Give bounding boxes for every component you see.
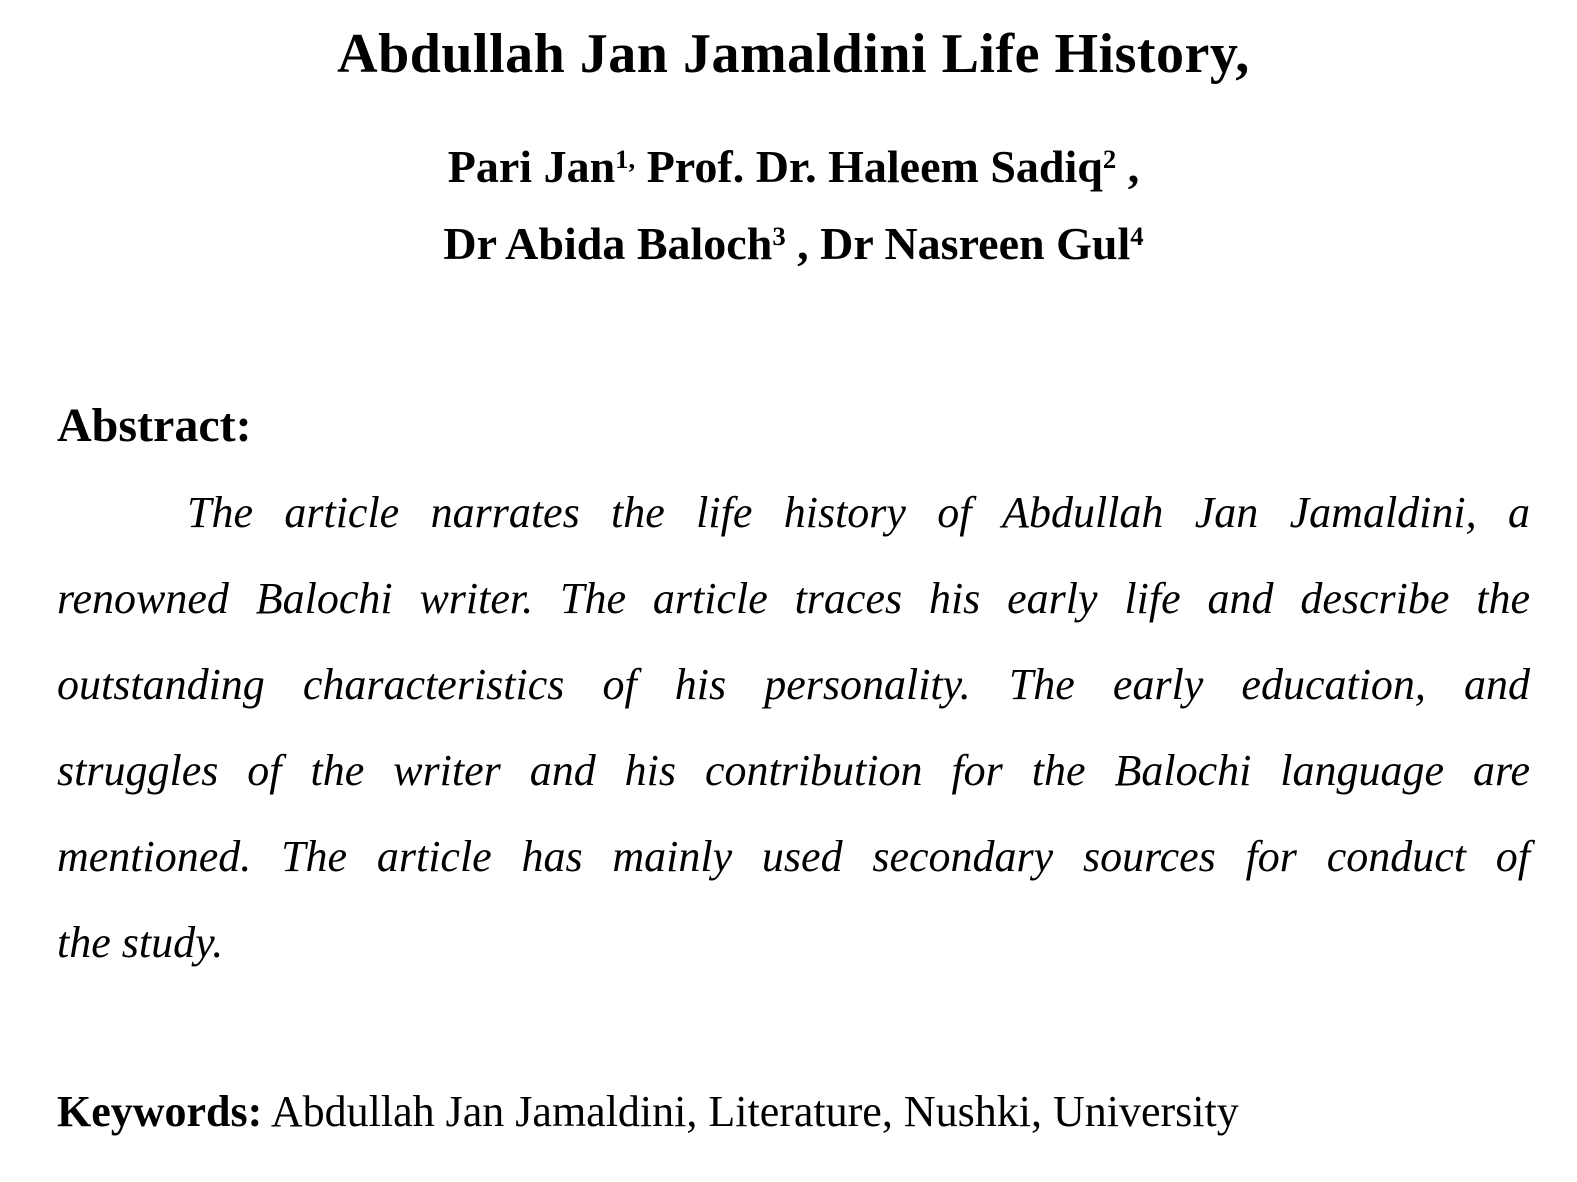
abstract-line: mentioned. The article has mainly used secondary sources for conduct of [57,832,1530,881]
paper-title: Abdullah Jan Jamaldini Life History, [337,23,1250,85]
author-name: Prof. Dr. Haleem Sadiq [635,141,1103,192]
keywords-line [57,1082,1530,1142]
abstract-line: The article narrates the life history of Abdullah Jan Jamaldini, a [187,488,1530,537]
author-affiliation-superscript: 4 [1130,221,1144,252]
abstract-line: renowned Balochi writer. The article traces his early life and describe the [57,574,1530,623]
authors-line-2 [57,205,1530,282]
abstract-line: struggles of the writer and his contribution for the Balochi language are [57,746,1530,795]
abstract-line: the study. [57,918,224,967]
author-name: Pari Jan [447,141,616,192]
keywords-text: Abdullah Jan Jamaldini, Literature, Nushki, University [262,1087,1239,1136]
author-affiliation-superscript: 3 [772,221,786,252]
author-name: , Dr Nasreen Gul [785,218,1131,269]
author-affiliation-superscript: 2 [1102,144,1117,175]
authors-separator: , [1116,141,1140,192]
abstract-paragraph [57,470,1530,986]
abstract-heading: Abstract: [57,399,252,452]
author-affiliation-superscript: 1, [615,144,636,175]
keywords-label: Keywords: [57,1087,263,1136]
authors-line-1 [57,128,1530,205]
abstract-line: outstanding characteristics of his personality. The early education, and [57,660,1530,709]
author-name: Dr Abida Baloch [443,218,773,269]
